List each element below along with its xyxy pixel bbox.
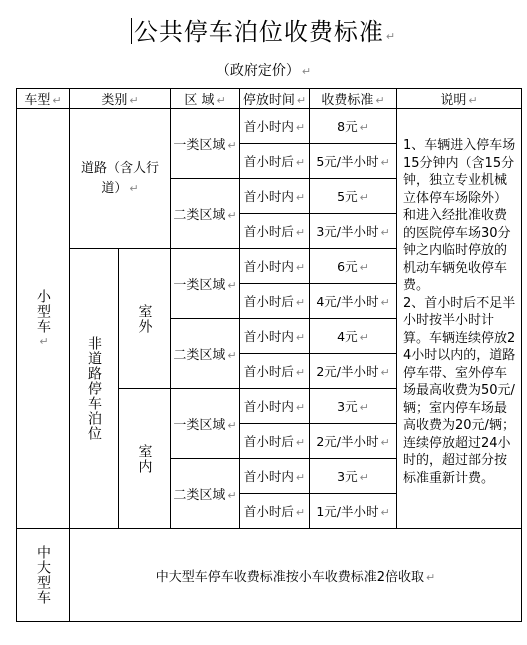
- fee-cell: 2元/半小时 ↵: [310, 354, 397, 389]
- header-category: 类别 ↵: [70, 89, 171, 109]
- time-cell: 首小时内 ↵: [240, 249, 310, 284]
- header-zone: 区 域 ↵: [171, 89, 240, 109]
- header-row: [17, 89, 522, 109]
- time-cell: 首小时后 ↵: [240, 354, 310, 389]
- fee-cell: 3元 ↵: [310, 459, 397, 494]
- road-parking-cell: 道路（含人行道） ↵: [70, 109, 171, 249]
- time-cell: 首小时内 ↵: [240, 109, 310, 144]
- table-row: [17, 109, 522, 144]
- time-cell: 首小时后 ↵: [240, 214, 310, 249]
- off-road-label: 非道路停车泊位: [86, 336, 102, 441]
- large-car-label: 中大型车: [35, 545, 51, 605]
- large-car-note: 中大型车停车收费标准按小车收费标准2倍收取: [155, 569, 425, 585]
- off-road-cell: [70, 249, 119, 529]
- note-2: 2、首小时后不足半小时按半小时计算。车辆连续停放24小时以内的，道路停车带、室外停车场最高收费为50元/辆；室内停车场最高收费为20元/辆；连续停放超过24小时的，超过部分按标准重新计费。: [403, 295, 516, 486]
- time-cell: 首小时后 ↵: [240, 144, 310, 179]
- indoor-label: 室内: [136, 443, 153, 474]
- header-parking-time: 停放时间 ↵: [240, 89, 310, 109]
- fee-cell: 4元/半小时 ↵: [310, 284, 397, 319]
- header-car-type: 车型 ↵: [17, 89, 70, 109]
- indoor-cell: [119, 389, 171, 529]
- time-cell: 首小时内 ↵: [240, 179, 310, 214]
- time-cell: 首小时后 ↵: [240, 284, 310, 319]
- time-cell: 首小时内 ↵: [240, 319, 310, 354]
- text-cursor: [131, 18, 132, 44]
- large-car-cell: [17, 529, 70, 622]
- time-cell: 首小时内 ↵: [240, 389, 310, 424]
- fee-cell: 3元 ↵: [310, 389, 397, 424]
- notes-cell: [397, 109, 522, 529]
- zone-cell: 二类区域 ↵: [171, 179, 240, 249]
- fee-cell: 6元 ↵: [310, 249, 397, 284]
- document-title: [0, 12, 527, 47]
- note-1: 1、车辆进入停车场15分钟内（含15分钟，独立专业机械立体停车场除外）和进入经批准收费的医院停车场30分钟之内临时停放的机动车辆免收停车费。: [403, 138, 516, 293]
- outdoor-cell: [119, 249, 171, 389]
- fee-cell: 3元/半小时 ↵: [310, 214, 397, 249]
- fee-cell: 5元 ↵: [310, 179, 397, 214]
- fee-cell: 8元 ↵: [310, 109, 397, 144]
- paragraph-mark-icon: ↵: [385, 30, 397, 43]
- zone-cell: 一类区域 ↵: [171, 249, 240, 319]
- fee-cell: 5元/半小时 ↵: [310, 144, 397, 179]
- time-cell: 首小时后 ↵: [240, 424, 310, 459]
- header-fee-standard: 收费标准 ↵: [310, 89, 397, 109]
- paragraph-mark-icon: ↵: [301, 65, 312, 78]
- header-notes: 说明 ↵: [397, 89, 522, 109]
- zone-cell: 一类区域 ↵: [171, 109, 240, 179]
- large-car-row: [17, 529, 522, 622]
- time-cell: 首小时后 ↵: [240, 494, 310, 529]
- zone-cell: 一类区域 ↵: [171, 389, 240, 459]
- fee-table: [16, 88, 522, 622]
- subtitle-text: （政府定价）: [215, 63, 300, 79]
- document-subtitle: [0, 60, 527, 80]
- title-text: 公共停车泊位收费标准: [133, 18, 384, 46]
- outdoor-label: 室外: [136, 303, 153, 334]
- time-cell: 首小时内 ↵: [240, 459, 310, 494]
- zone-cell: 二类区域 ↵: [171, 459, 240, 529]
- fee-cell: 2元/半小时 ↵: [310, 424, 397, 459]
- large-car-note-cell: 中大型车停车收费标准按小车收费标准2倍收取 ↵: [70, 529, 522, 622]
- fee-cell: 1元/半小时 ↵: [310, 494, 397, 529]
- fee-cell: 4元 ↵: [310, 319, 397, 354]
- small-car-label: 小型车: [35, 288, 51, 334]
- small-car-cell: 小型车 ↵: [17, 109, 70, 529]
- zone-cell: 二类区域 ↵: [171, 319, 240, 389]
